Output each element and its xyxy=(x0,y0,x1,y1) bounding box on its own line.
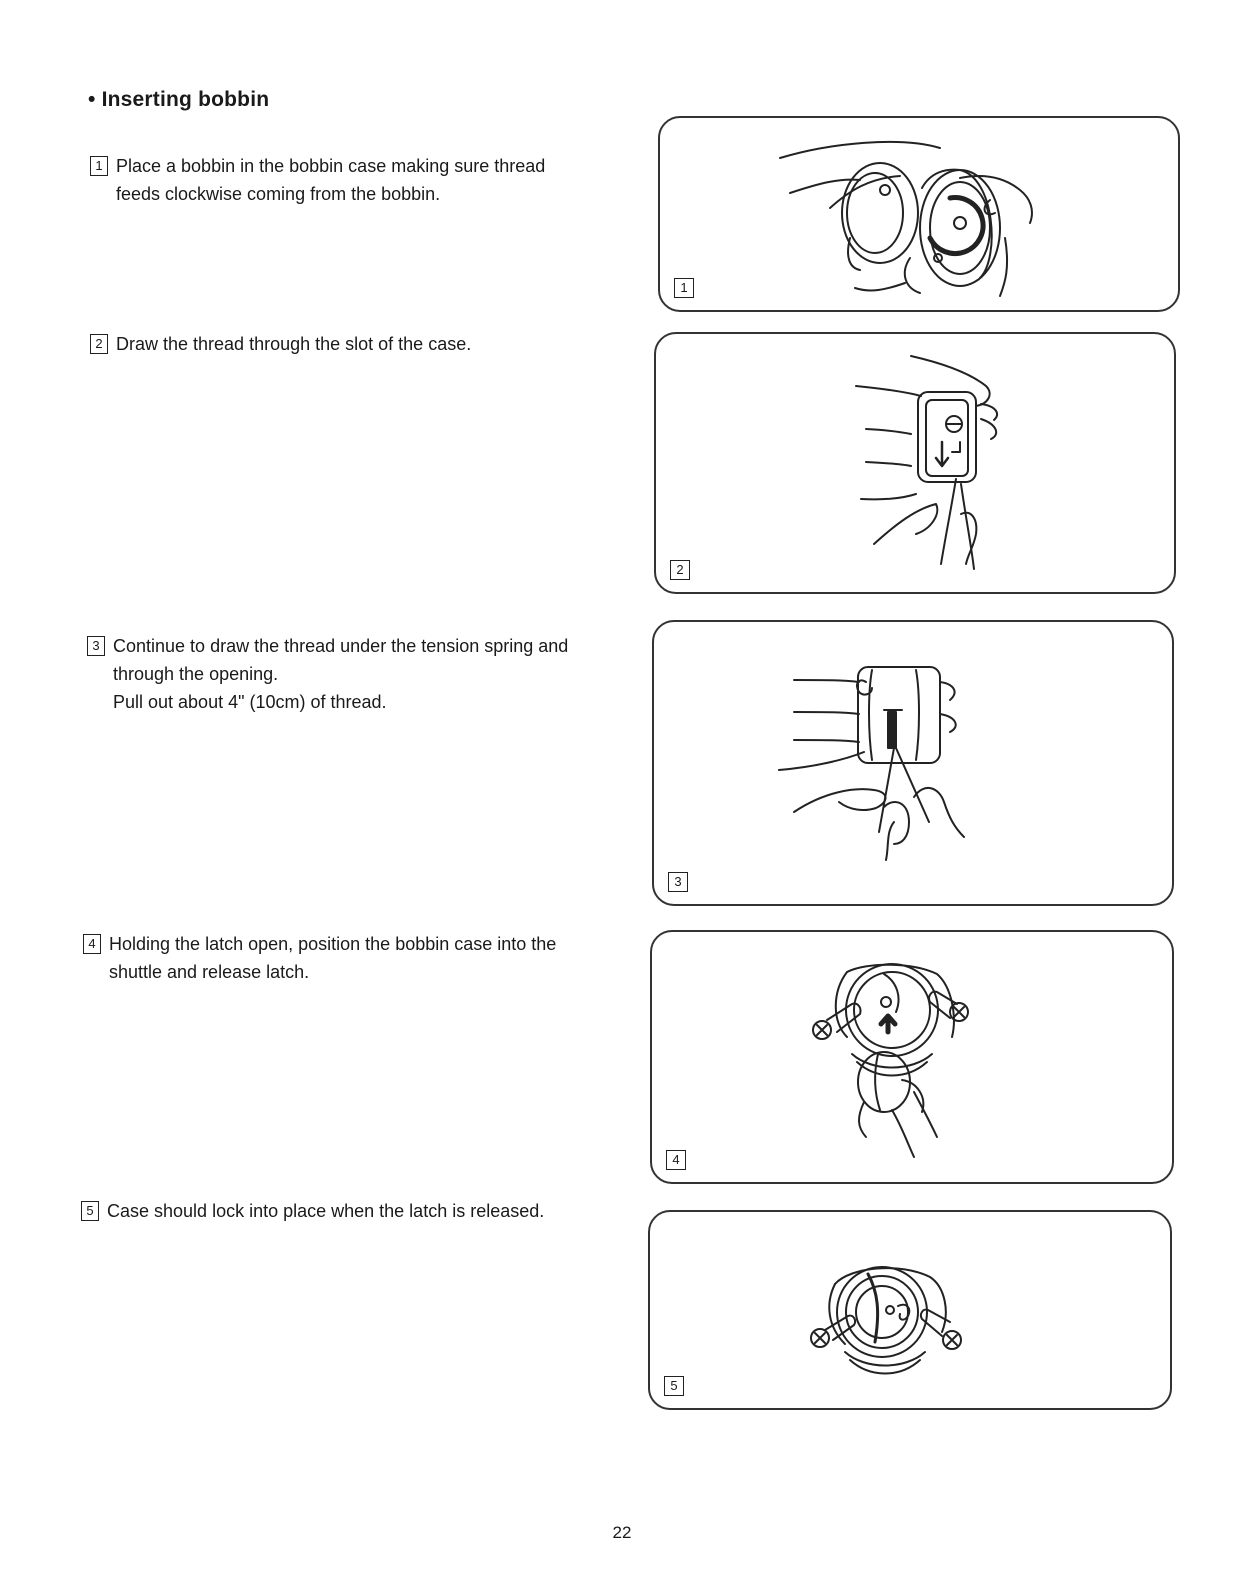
figure-panel-4 xyxy=(650,930,1174,1184)
thread-under-tension-spring-icon xyxy=(654,622,1172,904)
figure-label-1: 1 xyxy=(674,278,694,298)
page-number: 22 xyxy=(612,1523,632,1542)
step-3-line-2: through the opening. xyxy=(113,664,279,684)
thread-through-slot-icon xyxy=(656,334,1174,592)
step-number-5: 5 xyxy=(81,1201,99,1221)
step-number-2: 2 xyxy=(90,334,108,354)
step-1-line-1: Place a bobbin in the bobbin case making sure thread xyxy=(116,156,546,176)
step-2-line-1: Draw the thread through the slot of the case. xyxy=(116,334,472,354)
step-4-line-2: shuttle and release latch. xyxy=(109,962,310,982)
case-into-shuttle-icon xyxy=(652,932,1172,1182)
figure-label-4: 4 xyxy=(666,1150,686,1170)
step-number-4: 4 xyxy=(83,934,101,954)
step-5 xyxy=(81,1197,641,1225)
figure-panel-3 xyxy=(652,620,1174,906)
figure-label-5: 5 xyxy=(664,1376,684,1396)
step-4-line-1: Holding the latch open, position the bobbin case into the xyxy=(109,934,557,954)
step-1 xyxy=(90,152,630,208)
step-number-3: 3 xyxy=(87,636,105,656)
step-1-line-2: feeds clockwise coming from the bobbin. xyxy=(116,184,441,204)
figure-label-3: 3 xyxy=(668,872,688,892)
section-heading: • Inserting bobbin xyxy=(88,88,270,111)
case-locked-icon xyxy=(650,1212,1170,1408)
figure-panel-2 xyxy=(654,332,1176,594)
step-3-line-3: Pull out about 4" (10cm) of thread. xyxy=(113,692,387,712)
step-3-line-1: Continue to draw the thread under the tension spring and xyxy=(113,636,569,656)
step-4 xyxy=(83,930,643,986)
step-2 xyxy=(90,330,630,358)
figure-panel-5 xyxy=(648,1210,1172,1410)
figure-label-2: 2 xyxy=(670,560,690,580)
hand-inserting-bobbin-icon xyxy=(660,118,1178,310)
step-number-1: 1 xyxy=(90,156,108,176)
step-3 xyxy=(87,632,647,716)
figure-panel-1 xyxy=(658,116,1180,312)
step-5-line-1: Case should lock into place when the latch is released. xyxy=(107,1201,545,1221)
